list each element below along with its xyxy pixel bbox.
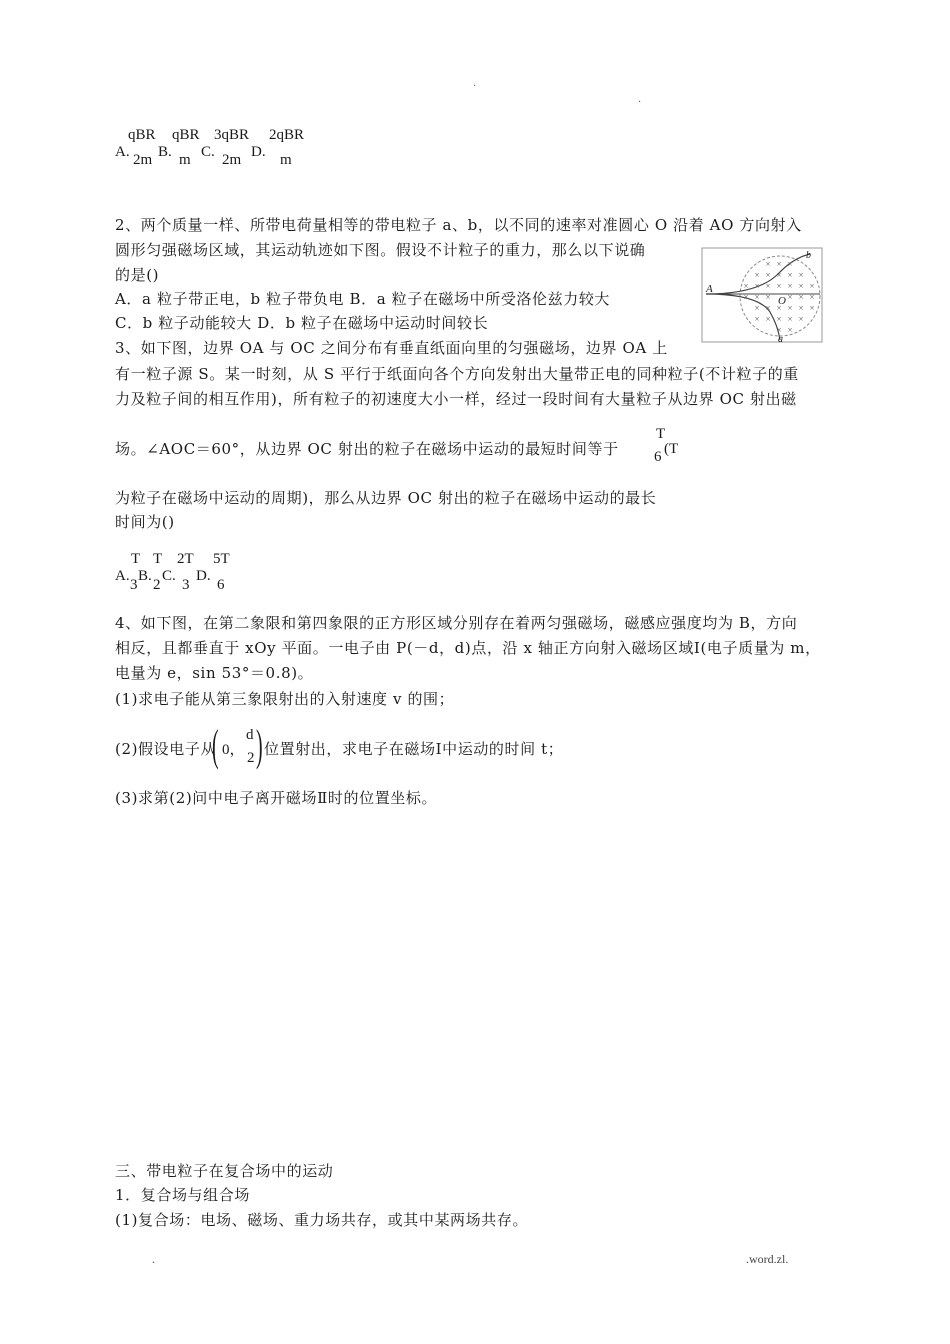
field-cross-icon: × xyxy=(809,292,815,302)
field-cross-icon: × xyxy=(787,314,793,324)
field-cross-icon: × xyxy=(776,314,782,324)
field-cross-icon: × xyxy=(798,314,804,324)
header-mark-2: . xyxy=(638,94,642,105)
q3-num-d: 5T xyxy=(213,551,230,567)
q2-line-2: 圆形匀强磁场区域，其运动轨迹如下图。假设不计粒子的重力，那么以下说确 xyxy=(115,241,646,259)
field-cross-icon: × xyxy=(776,259,782,269)
q1-num-a: qBR xyxy=(128,127,156,143)
q4-part-2-pre: (2)假设电子从 xyxy=(115,740,217,758)
q3-num-c: 2T xyxy=(177,551,194,567)
q3-label-c: C. xyxy=(162,568,176,584)
q2-option-ab: A．a 粒子带正电，b 粒子带负电 B．a 粒子在磁场中所受洛伦兹力较大 xyxy=(115,290,611,308)
field-cross-icon: × xyxy=(787,270,793,280)
label-a: a xyxy=(778,334,783,344)
field-cross-icon: × xyxy=(776,281,782,291)
q4-line-2: 相反，且都垂直于 xOy 平面。一电子由 P(－d，d)点，沿 x 轴正方向射入磁场区域Ⅰ(电子质量为 m， xyxy=(115,639,821,657)
field-cross-icon: × xyxy=(754,292,760,302)
field-cross-icon: × xyxy=(754,281,760,291)
field-cross-icon: × xyxy=(798,281,804,291)
field-cross-icon: × xyxy=(798,303,804,313)
section-3-item-1: (1)复合场：电场、磁场、重力场共存，或其中某两场共存。 xyxy=(115,1211,529,1229)
field-cross-icon: × xyxy=(765,292,771,302)
q4-part-2-zero: 0， xyxy=(222,742,245,758)
q3-frac-den: 6 xyxy=(654,449,662,465)
q3-line-4-tail: (T xyxy=(664,441,679,457)
section-3-subheading: 1．复合场与组合场 xyxy=(115,1186,250,1204)
q2-line-3: 的是() xyxy=(115,266,160,284)
q3-den-a: 3 xyxy=(130,577,138,593)
field-cross-icon: × xyxy=(798,292,804,302)
q1-den-c: 2m xyxy=(222,152,242,168)
field-cross-icon: × xyxy=(754,270,760,280)
field-cross-icon: × xyxy=(754,314,760,324)
field-cross-icon: × xyxy=(776,303,782,313)
q3-num-a: T xyxy=(131,551,141,567)
footer-left-mark: . xyxy=(152,1252,155,1266)
field-cross-icon: × xyxy=(787,325,793,335)
q4-part-2-post: 位置射出，求电子在磁场Ⅰ中运动的时间 t； xyxy=(264,740,564,758)
label-A: A xyxy=(706,283,713,295)
field-cross-icon: × xyxy=(765,303,771,313)
q1-label-d: D. xyxy=(251,144,266,160)
q3-line-3: 力及粒子间的相互作用)，所有粒子的初速度大小一样，经过一段时间有大量粒子从边界 OC 射出磁 xyxy=(115,390,797,408)
q1-label-a: A. xyxy=(115,144,130,160)
q3-line-2: 有一粒子源 S。某一时刻，从 S 平行于纸面向各个方向发射出大量带正电的同种粒子(不计粒子的重 xyxy=(115,365,799,383)
q4-part-1: (1)求电子能从第三象限射出的入射速度 v 的围； xyxy=(115,690,455,708)
q1-num-d: 2qBR xyxy=(269,127,305,143)
q1-den-d: m xyxy=(280,152,292,168)
section-3-title: 三、带电粒子在复合场中的运动 xyxy=(115,1162,334,1180)
field-cross-icon: × xyxy=(776,325,782,335)
field-cross-icon: × xyxy=(776,270,782,280)
q3-num-b: T xyxy=(153,551,163,567)
q4-line-1: 4、如下图，在第二象限和第四象限的正方形区域分别存在着两匀强磁场，磁感应强度均为 B，方向 xyxy=(115,614,798,632)
header-mark-1: . xyxy=(473,78,477,89)
q3-line-6: 时间为() xyxy=(115,513,175,531)
label-O: O xyxy=(778,295,786,307)
q1-den-b: m xyxy=(179,152,191,168)
field-cross-icon: × xyxy=(787,303,793,313)
q4-part-2-den: 2 xyxy=(247,750,255,766)
q2-line-1: 2、两个质量一样、所带电荷量相等的带电粒子 a、b，以不同的速率对准圆心 O 沿着 AO 方向射入 xyxy=(115,216,802,234)
field-cross-icon: × xyxy=(743,281,749,291)
q3-label-d: D. xyxy=(196,568,211,584)
q3-frac-num: T xyxy=(656,426,666,442)
field-cross-icon: × xyxy=(809,281,815,291)
field-cross-icon: × xyxy=(787,292,793,302)
field-cross-icon: × xyxy=(765,314,771,324)
field-cross-icon: × xyxy=(765,259,771,269)
field-cross-icon: × xyxy=(787,259,793,269)
q1-num-c: 3qBR xyxy=(214,127,250,143)
field-cross-icon: × xyxy=(743,292,749,302)
q1-num-b: qBR xyxy=(172,127,200,143)
field-cross-icon: × xyxy=(765,270,771,280)
q3-den-b: 2 xyxy=(153,577,161,593)
q3-line-5: 为粒子在磁场中运动的周期)，那么从边界 OC 射出的粒子在磁场中运动的最长 xyxy=(115,489,657,507)
q4-part-2-num: d xyxy=(246,727,254,743)
field-cross-icon: × xyxy=(754,303,760,313)
q3-den-c: 3 xyxy=(182,577,190,593)
field-cross-icon: × xyxy=(798,270,804,280)
q3-line-4: 场。∠AOC＝60°，从边界 OC 射出的粒子在磁场中运动的最短时间等于 xyxy=(115,440,619,458)
q3-label-a: A. xyxy=(115,568,130,584)
q4-part-3: (3)求第(2)问中电子离开磁场Ⅱ时的位置坐标。 xyxy=(115,789,438,807)
left-paren: ( xyxy=(212,721,219,770)
q2-option-cd: C．b 粒子动能较大 D．b 粒子在磁场中运动时间较长 xyxy=(115,314,489,332)
field-cross-icon: × xyxy=(809,303,815,313)
q3-label-b: B. xyxy=(138,568,152,584)
footer-text: .word.zl. xyxy=(746,1252,789,1266)
magnetic-field-figure xyxy=(698,246,826,344)
field-cross-icon: × xyxy=(765,281,771,291)
field-cross-icon: × xyxy=(787,281,793,291)
q4-line-3: 电量为 e，sin 53°＝0.8)。 xyxy=(115,664,314,682)
q3-line-1: 3、如下图，边界 OA 与 OC 之间分布有垂直纸面向里的匀强磁场，边界 OA 上 xyxy=(115,339,668,357)
q1-label-b: B. xyxy=(158,144,172,160)
q3-den-d: 6 xyxy=(217,577,225,593)
q1-den-a: 2m xyxy=(133,152,153,168)
q1-label-c: C. xyxy=(201,144,215,160)
right-paren: ) xyxy=(256,721,263,770)
label-b: b xyxy=(806,250,811,261)
